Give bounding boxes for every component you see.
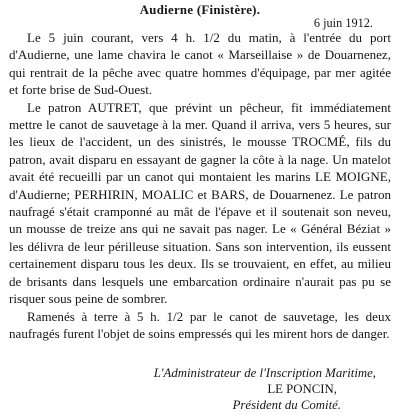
report-body — [9, 29, 391, 342]
paragraph-outcome: Ramenés à terre à 5 h. 1/2 par le canot de sauvetage, les deux naufragés furent l'objet de soins empressés qui les mirent hors de danger. — [9, 308, 391, 341]
signature-name: LE PONCIN, — [267, 382, 337, 396]
paragraph-incident: Le 5 juin courant, vers 4 h. 1/2 du matin, à l'entrée du port d'Audierne, une lame chavira le canot « Marseillaise » de Douarnenez, qui rentrait de la pêche avec quatre hommes d'équipage, par mer agitée et forte brise de Sud-Ouest. — [9, 30, 391, 98]
signature-title: Président du Comité. — [232, 398, 341, 412]
paragraph-rescue: Le patron AUTRET, que prévint un pêcheur, fit immédiatement mettre le canot de sauvetage à la mer. Quand il arriva, vers 5 heures, sur les lieux de l'accident, un des sinistrés, le mousse TROCMÉ, fils du patron, avait disparu en essayant de gagner la côte à la nage. Un matelot avait été recueilli par un canot qui montaient les marins LE MOIGNE, d'Audierne; PERHIRIN, MOALIC et BARS, de Douarnenez. Le patron naufragé s'était cramponné au mât de l'épave et il soutenait son neveu, un mousse de treize ans qui ne savait pas nager. Le « Général Béziat » les délivra de leur périlleuse situation. Sans son intervention, ils eussent certainement disparu tous les deux. Ils se trouvaient, en effet, au milieu de brisants dans lesquels une embarcation ordinaire n'aurait pas pu se risquer sous peine de sombrer. — [9, 99, 391, 307]
location-heading: Audierne (Finistère). — [139, 3, 261, 17]
signature-role: L'Administrateur de l'Inscription Maritime, — [153, 366, 376, 380]
report-date: 6 juin 1912. — [313, 16, 373, 30]
